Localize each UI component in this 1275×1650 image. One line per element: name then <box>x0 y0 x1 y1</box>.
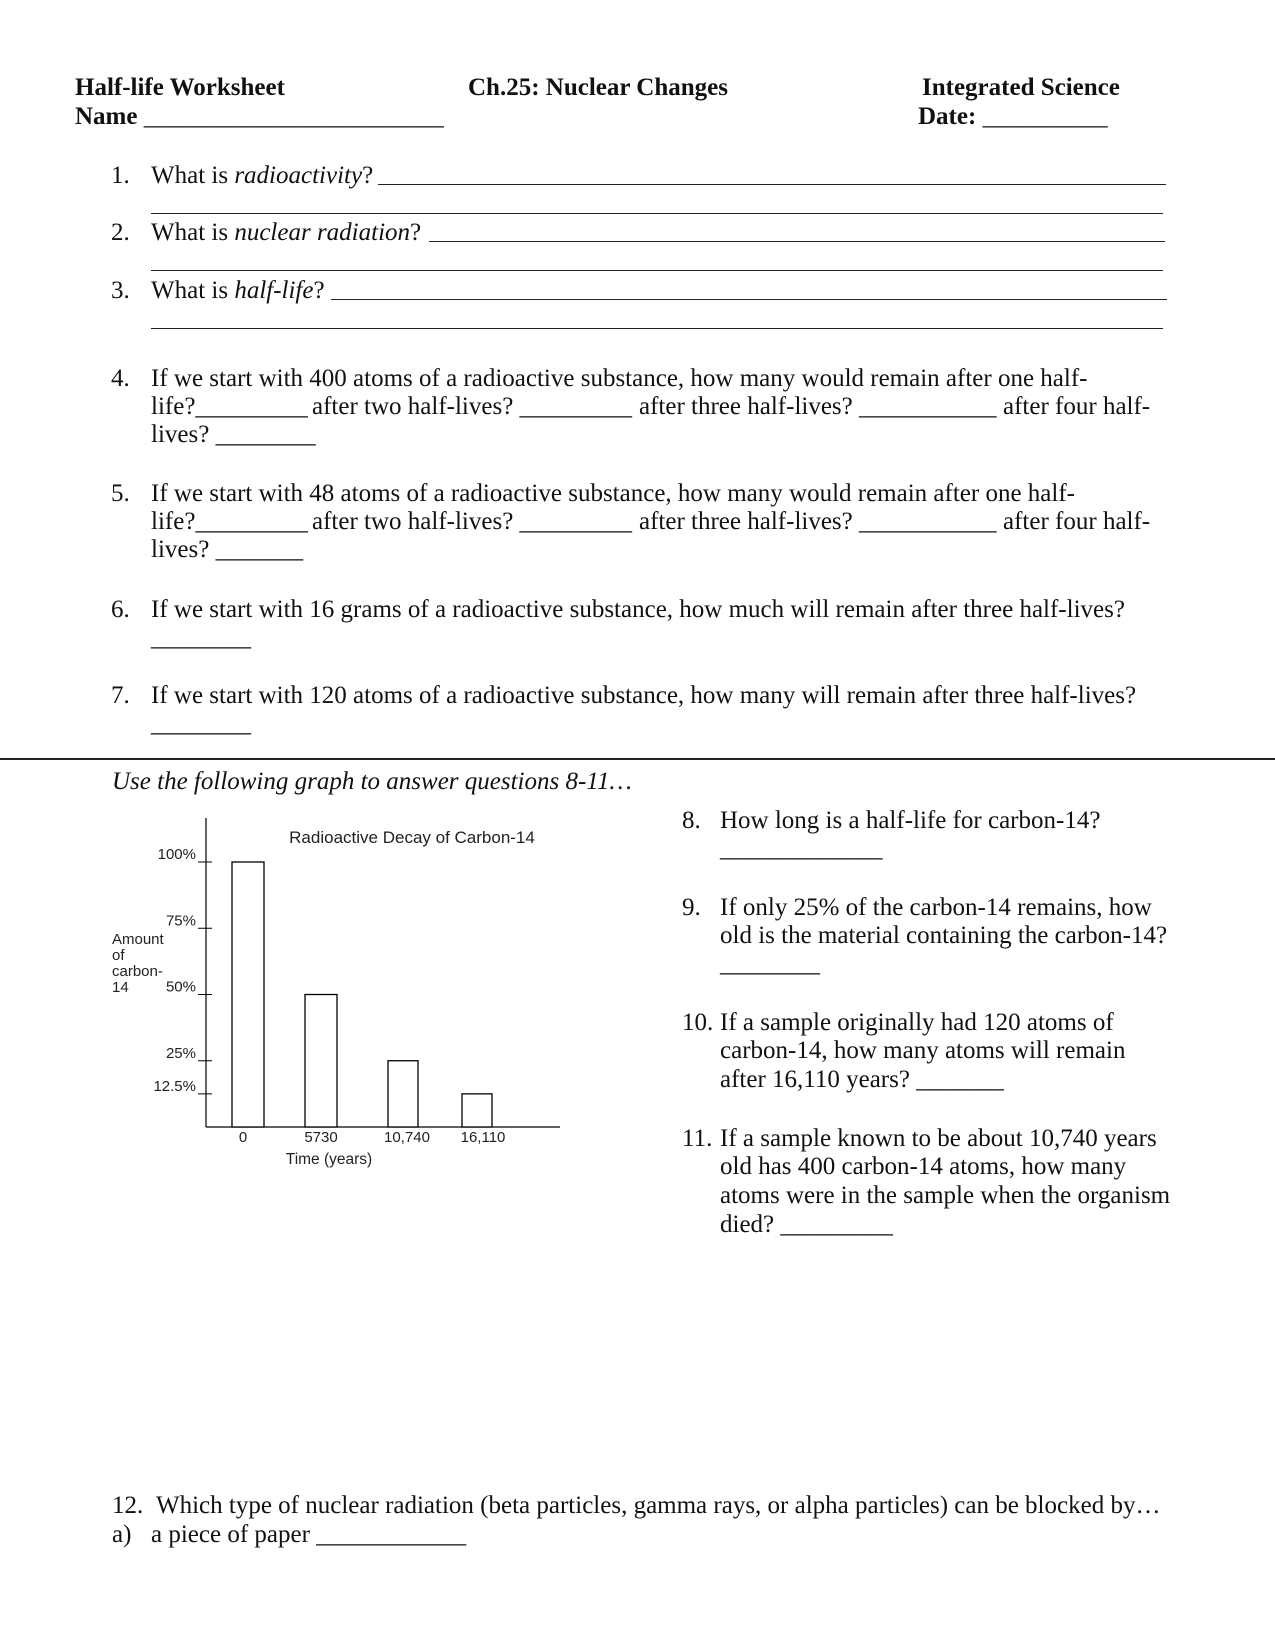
y-axis-label-line: Amount <box>112 931 164 948</box>
question-6-text: If we start with 16 grams of a radioactive substance, how much will remain after three half-lives? <box>151 596 1125 623</box>
question-11-line-3: atoms were in the sample when the organism <box>720 1182 1171 1209</box>
y-tick-label: 25% <box>165 1044 196 1062</box>
y-axis-label-line: carbon- <box>112 963 163 980</box>
question-11-number: 11. <box>682 1125 713 1152</box>
question-1-term: radioactivity <box>234 162 363 189</box>
question-1-number: 1. <box>111 162 130 189</box>
question-2-text <box>151 218 421 247</box>
question-2-post: ? <box>410 219 422 246</box>
question-5-blank-1[interactable]: life?_________ <box>151 508 308 535</box>
question-9-blank[interactable]: ________ <box>720 950 820 977</box>
question-7-blank[interactable]: ________ <box>151 710 251 737</box>
question-4-blank-2[interactable]: after two half-lives? _________ <box>312 393 633 420</box>
course-title: Integrated Science <box>922 74 1120 101</box>
name-blank: ________________________ <box>143 103 444 130</box>
question-2-term: nuclear radiation <box>234 219 411 246</box>
question-7-number: 7. <box>111 682 130 709</box>
question-4-line-1: If we start with 400 atoms of a radioactive substance, how many would remain after one half- <box>151 365 1088 392</box>
question-12a-text[interactable]: a piece of paper ____________ <box>151 1521 467 1548</box>
name-field[interactable] <box>75 103 444 131</box>
graph-instructions: Use the following graph to answer questions 8-11… <box>112 768 632 795</box>
question-4-blank-1[interactable]: life?_________ <box>151 393 308 420</box>
question-4-line-2-end: after four half- <box>1003 393 1151 420</box>
question-6-blank[interactable]: ________ <box>151 624 251 651</box>
x-tick-label: 16,110 <box>460 1129 506 1146</box>
bar-5730 <box>305 995 337 1128</box>
question-9-line-1: If only 25% of the carbon-14 remains, how <box>720 894 1152 921</box>
question-1-post: ? <box>362 162 374 189</box>
question-12-number: 12. <box>112 1492 144 1519</box>
question-2-answer-line[interactable] <box>429 241 1165 242</box>
x-tick-label: 0 <box>238 1129 248 1146</box>
chapter-title: Ch.25: Nuclear Changes <box>468 74 728 101</box>
question-1-text <box>151 161 373 190</box>
x-axis-label: Time (years) <box>285 1151 373 1168</box>
question-3-pre: What is <box>151 277 235 304</box>
x-tick-labels <box>239 1129 506 1146</box>
question-5-number: 5. <box>111 480 130 507</box>
question-8-blank[interactable]: _____________ <box>720 835 883 862</box>
y-tick-label: 50% <box>165 978 196 996</box>
chart-title: Radioactive Decay of Carbon-14 <box>289 828 535 847</box>
worksheet-title: Half-life Worksheet <box>75 74 285 101</box>
question-7-text: If we start with 120 atoms of a radioactive substance, how many will remain after three half-lives? <box>151 682 1137 709</box>
question-9-line-2: old is the material containing the carbon-14? <box>720 922 1168 949</box>
question-3-post: ? <box>313 277 325 304</box>
date-field[interactable] <box>918 103 1108 131</box>
question-2-answer-line-2[interactable] <box>151 270 1163 271</box>
name-label: Name <box>75 103 138 130</box>
y-axis-label-line: of <box>112 947 125 964</box>
question-11-line-4[interactable]: died? _________ <box>720 1211 893 1238</box>
question-2-number: 2. <box>111 219 130 246</box>
section-divider <box>0 758 1275 760</box>
date-label: Date: <box>918 103 977 130</box>
question-5-blank-4[interactable]: lives? _______ <box>151 536 304 563</box>
question-12-text: Which type of nuclear radiation (beta particles, gamma rays, or alpha particles) can be blocked by… <box>156 1492 1161 1519</box>
bar-10740 <box>388 1061 418 1127</box>
chart-bars <box>232 862 492 1127</box>
y-tick-label: 75% <box>165 912 196 930</box>
y-axis-label <box>112 931 165 996</box>
question-10-line-3[interactable]: after 16,110 years? _______ <box>720 1066 1004 1093</box>
x-tick-label: 10,740 <box>384 1129 430 1146</box>
question-4-blank-4[interactable]: lives? ________ <box>151 421 316 448</box>
question-6-number: 6. <box>111 596 130 623</box>
question-5-blank-2[interactable]: after two half-lives? _________ <box>312 508 633 535</box>
question-10-line-2: carbon-14, how many atoms will remain <box>720 1037 1126 1064</box>
x-tick-label: 5730 <box>304 1129 338 1146</box>
question-5-line-1: If we start with 48 atoms of a radioactive substance, how many would remain after one half- <box>151 480 1075 507</box>
question-10-line-1: If a sample originally had 120 atoms of <box>720 1009 1114 1036</box>
question-9-number: 9. <box>682 894 701 921</box>
y-tick-label: 100% <box>157 846 196 863</box>
y-axis-label-line: 14 <box>112 979 129 996</box>
question-1-pre: What is <box>151 162 235 189</box>
bar-16110 <box>462 1094 492 1127</box>
date-blank: __________ <box>982 103 1108 130</box>
question-10-number: 10. <box>682 1009 714 1036</box>
question-5-line-2-end: after four half- <box>1003 508 1151 535</box>
question-8-line-1: How long is a half-life for carbon-14? <box>720 807 1101 834</box>
question-4-number: 4. <box>111 365 130 392</box>
bar-0 <box>232 862 264 1127</box>
question-3-text <box>151 276 325 305</box>
question-1-answer-line-2[interactable] <box>151 213 1163 214</box>
y-tick-label: 12.5% <box>153 1077 196 1095</box>
question-3-number: 3. <box>111 277 130 304</box>
question-5-blank-3[interactable]: after three half-lives? ___________ <box>639 508 997 535</box>
question-11-line-2: old has 400 carbon-14 atoms, how many <box>720 1153 1127 1180</box>
question-1-answer-line[interactable] <box>378 184 1166 185</box>
question-8-number: 8. <box>682 807 701 834</box>
question-12a-label: a) <box>112 1521 132 1548</box>
question-4-blank-3[interactable]: after three half-lives? ___________ <box>639 393 997 420</box>
question-3-term: half-life <box>234 277 314 304</box>
question-2-pre: What is <box>151 219 235 246</box>
question-3-answer-line[interactable] <box>331 299 1167 300</box>
carbon-14-decay-chart <box>100 810 600 1180</box>
question-11-line-1: If a sample known to be about 10,740 years <box>720 1125 1157 1152</box>
question-3-answer-line-2[interactable] <box>151 328 1163 329</box>
